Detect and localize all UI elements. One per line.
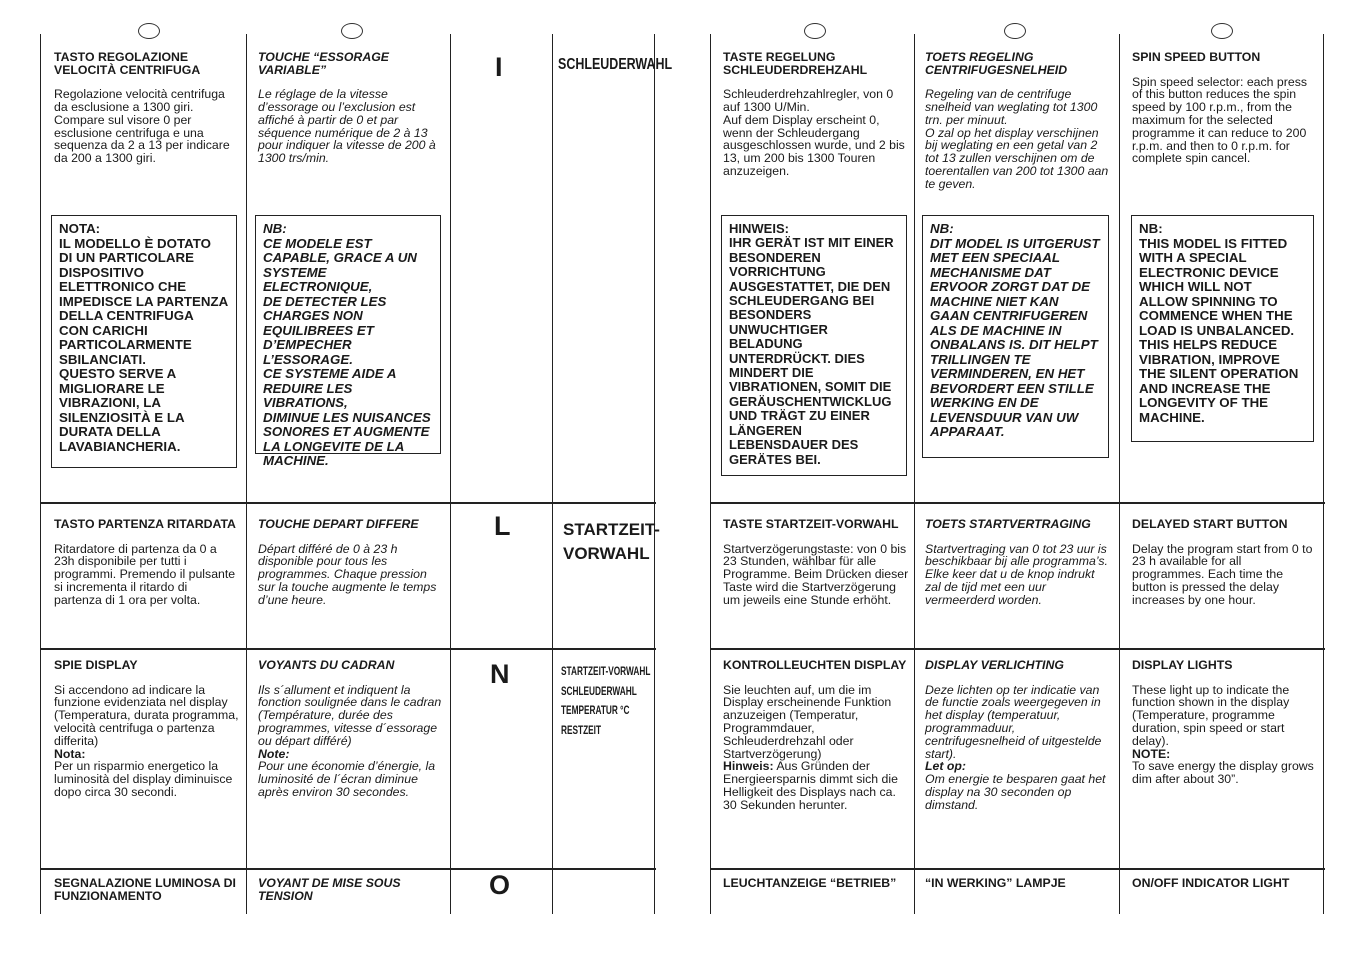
en-delay-start-title: DELAYED START BUTTON	[1132, 517, 1288, 531]
de-delay-start-title: TASTE STARTZEIT-VORWAHL	[723, 517, 899, 531]
fr-delay-start-title: TOUCHE DEPART DIFFERE	[258, 517, 419, 531]
fr-delay-start-body: Départ différé de 0 à 23 h disponible pour tous les programmes. Chaque pression sur la touche augmente le temps d’une heure.	[258, 541, 437, 607]
nl-spin-speed-body: Regeling van de centrifuge snelheid van weglating tot 1300 trn. per minuut. O zal op het display verschijnen bij weglating en een getal van 2 tot 13 zullen verschijnen om de toerentallen van 200 tot 1300 aan te geven.	[925, 87, 1109, 191]
binder-hole-icon	[1211, 23, 1233, 39]
nl-delay-start-body: Startvertraging van 0 tot 23 uur is beschikbaar bij alle programma’s. Elke keer dat u de knop indrukt zal de tijd met een uur vermeerderd worden.	[925, 541, 1108, 607]
en-delay-start-body: Delay the program start from 0 to 23 h available for all programmes. Each time the button is pressed the delay increases by one hour.	[1132, 541, 1313, 607]
it-spin-speed-cell	[54, 51, 238, 165]
en-display-lights-cell	[1132, 659, 1314, 786]
de-power-light-cell	[723, 877, 909, 902]
schleuderwahl-label: SCHLEUDERWAHL	[558, 56, 673, 73]
nl-power-light-cell	[925, 877, 1109, 902]
nl-display-lights-title: DISPLAY VERLICHTING	[925, 658, 1064, 672]
de-spin-speed-cell	[723, 51, 909, 178]
binder-hole-icon	[138, 23, 160, 39]
en-power-light-cell	[1132, 877, 1314, 902]
it-spin-speed-note: NOTA: IL MODELLO È DOTATO DI UN PARTICOLARE DISPOSITIVO ELETTRONICO CHE IMPEDISCE LA PARTENZA DELLA CENTRIFUGA CON CARICHI PARTICOLARMENTE SBILANCIATI. QUESTO SERVE A MIGLIORARE LE VIBRAZIONI, LA SILENZIOSITÀ E LA DURATA DELLA LAVABIANCHERIA.	[51, 215, 237, 468]
fr-delay-start-cell	[258, 518, 442, 607]
binder-hole-icon	[341, 23, 363, 39]
indicator-letter-n: N	[490, 659, 510, 689]
nl-spin-speed-cell	[925, 51, 1111, 191]
en-display-lights-title: DISPLAY LIGHTS	[1132, 658, 1233, 672]
fr-display-lights-title: VOYANTS DU CADRAN	[258, 658, 395, 672]
fr-spin-speed-note: NB: CE MODELE EST CAPABLE, GRACE A UN SYSTEME ELECTRONIQUE, DE DETECTER LES CHARGES NON EQUILIBREES ET D’EMPECHER L’ESSORAGE. CE SYSTEME AIDE A REDUIRE LES VIBRATIONS, DIMINUE LES NUISANCES SONORES ET AUGMENTE LA LONGEVITE DE LA MACHINE.	[255, 215, 441, 454]
en-display-lights-body: These light up to indicate the function shown in the display (Temperature, programme duration, spin speed or start delay). NOTE: To save energy the display grows dim after about 30”.	[1132, 682, 1314, 787]
binder-hole-icon	[804, 23, 826, 39]
nl-display-lights-cell	[925, 659, 1109, 812]
en-spin-speed-cell	[1132, 51, 1314, 165]
de-power-light-title: LEUCHTANZEIGE “BETRIEB”	[723, 876, 897, 890]
indicator-letter-o: O	[489, 870, 511, 900]
it-spin-speed-title: TASTO REGOLAZIONE VELOCITÀ CENTRIFUGA	[54, 50, 201, 77]
de-display-lights-body: Sie leuchten auf, um die im Display erscheinende Funktion anzuzeigen (Temperatur, Programmdauer, Schleuderdrehzahl oder Startverzögerung) Hinweis: Aus Gründen der Energieersparnis dimmt sich die Helligkeit des Displays nach ca. 30 Sekunden herunter.	[723, 682, 898, 812]
fr-spin-speed-cell	[258, 51, 442, 165]
en-power-light-title: ON/OFF INDICATOR LIGHT	[1132, 876, 1290, 890]
it-delay-start-cell	[54, 518, 238, 607]
it-display-lights-body: Si accendono ad indicare la funzione evidenziata nel display (Temperatura, durata programma, velocità centrifuga o partenza differita) Nota: Per un risparmio energetico la luminosità del display diminuisce dopo circa 30 secondi.	[54, 682, 239, 799]
fr-spin-speed-title: TOUCHE “ESSORAGE VARIABLE”	[258, 50, 389, 77]
indicator-letter-l: L	[494, 511, 511, 541]
it-display-lights-cell	[54, 659, 240, 799]
it-delay-start-body: Ritardatore di partenza da 0 a 23h disponibile per tutti i programmi. Premendo il pulsante si incrementa il ritardo di partenza di 1 ora per volta.	[54, 541, 236, 607]
binder-hole-icon	[1004, 23, 1026, 39]
it-spin-speed-body: Regolazione velocità centrifuga da esclusione a 1300 giri. Compare sul visore 0 per esclusione centrifuga e una sequenza da 2 a 13 per indicare da 200 a 1300 giri.	[54, 87, 230, 166]
nl-power-light-title: “IN WERKING” LAMPJE	[925, 876, 1066, 890]
de-delay-start-body: Startverzögerungstaste: von 0 bis 23 Stunden, wählbar für alle Programme. Beim Drücken dieser Taste wird die Startverzögerung um jeweils eine Stunde erhöht.	[723, 541, 909, 607]
startzeit-vorwahl-label: STARTZEIT- VORWAHL	[563, 520, 660, 563]
fr-power-light-cell	[258, 877, 442, 914]
nl-delay-start-cell	[925, 518, 1109, 607]
fr-display-lights-cell	[258, 659, 442, 799]
fr-spin-speed-body: Le réglage de la vitesse d’essorage ou l’exclusion est affiché à partir de 0 et par séquence numérique de 2 à 13 pour indiquer la vitesse de 200 à 1300 trs/min.	[258, 87, 436, 166]
nl-display-lights-body: Deze lichten op ter indicatie van de functie zoals weergegeven in het display (temperatuur, programmaduur, centrifugesnelheid of uitgestelde start). Let op: Om energie te besparen gaat het display na 30 seconden op dimstand.	[925, 682, 1106, 812]
en-delay-start-cell	[1132, 518, 1314, 607]
en-spin-speed-title: SPIN SPEED BUTTON	[1132, 50, 1261, 64]
en-spin-speed-body: Spin speed selector: each press of this button reduces the spin speed by 100 r.p.m., from the maximum for the selected programme it can reduce to 200 r.p.m. and then to 0 r.p.m. for complete spin cancel.	[1132, 74, 1307, 166]
it-delay-start-title: TASTO PARTENZA RITARDATA	[54, 517, 236, 531]
indicator-letter-i: I	[495, 52, 503, 82]
it-display-lights-title: SPIE DISPLAY	[54, 658, 138, 672]
en-spin-speed-note: NB: THIS MODEL IS FITTED WITH A SPECIAL ELECTRONIC DEVICE WHICH WILL NOT ALLOW SPINNING TO COMMENCE WHEN THE LOAD IS UNBALANCED. THIS HELPS REDUCE VIBRATION, IMPROVE THE SILENT OPERATION AND INCREASE THE LONGEVITY OF THE MACHINE.	[1131, 215, 1314, 442]
nl-delay-start-title: TOETS STARTVERTRAGING	[925, 517, 1091, 531]
de-spin-speed-body: Schleuderdrehzahlregler, von 0 auf 1300 U/Min. Auf dem Display erscheint 0, wenn der Schleudergang ausgeschlossen wurde, und 2 bis 13, um 200 bis 1300 Touren anzuzeigen.	[723, 87, 905, 178]
de-spin-speed-title: TASTE REGELUNG SCHLEUDERDREHZAHL	[723, 50, 868, 77]
de-display-lights-cell	[723, 659, 909, 812]
it-power-light-cell	[54, 877, 240, 914]
fr-power-light-title: VOYANT DE MISE SOUS TENSION	[258, 876, 401, 903]
it-power-light-title: SEGNALAZIONE LUMINOSA DI FUNZIONAMENTO	[54, 876, 236, 903]
nl-spin-speed-note: NB: DIT MODEL IS UITGERUST MET EEN SPECIAAL MECHANISME DAT ERVOOR ZORGT DAT DE MACHINE NIET KAN GAAN CENTRIFUGEREN ALS DE MACHINE IN ONBALANS IS. DIT HELPT TRILLINGEN TE VERMINDEREN, EN HET BEVORDERT EEN STILLE WERKING EN DE LEVENSDUUR VAN UW APPARAAT.	[922, 215, 1109, 458]
fr-display-lights-body: Ils s´allument et indiquent la fonction soulignée dans le cadran (Température, durée des programmes, vitesse d´essorage ou départ différé) Note: Pour une économie d’énergie, la luminosité de l´écran diminue après environ 30 secondes.	[258, 682, 442, 799]
nl-spin-speed-title: TOETS REGELING CENTRIFUGESNELHEID	[925, 50, 1068, 77]
de-spin-speed-note: HINWEIS: IHR GERÄT IST MIT EINER BESONDEREN VORRICHTUNG AUSGESTATTET, DIE DEN SCHLEUDERGANG BEI BESONDERS UNWUCHTIGER BELADUNG UNTERDRÜCKT. DIES MINDERT DIE VIBRATIONEN, SOMIT DIE GERÄUSCHENTWICKLUG UND TRÄGT ZU EINER LÄNGEREN LEBENSDAUER DES GERÄTES BEI.	[721, 215, 907, 476]
display-indicator-labels: STARTZEIT-VORWAHL SCHLEUDERWAHL TEMPERATUR °C RESTZEIT	[561, 666, 651, 737]
de-display-lights-title: KONTROLLEUCHTEN DISPLAY	[723, 658, 907, 672]
de-delay-start-cell	[723, 518, 909, 607]
